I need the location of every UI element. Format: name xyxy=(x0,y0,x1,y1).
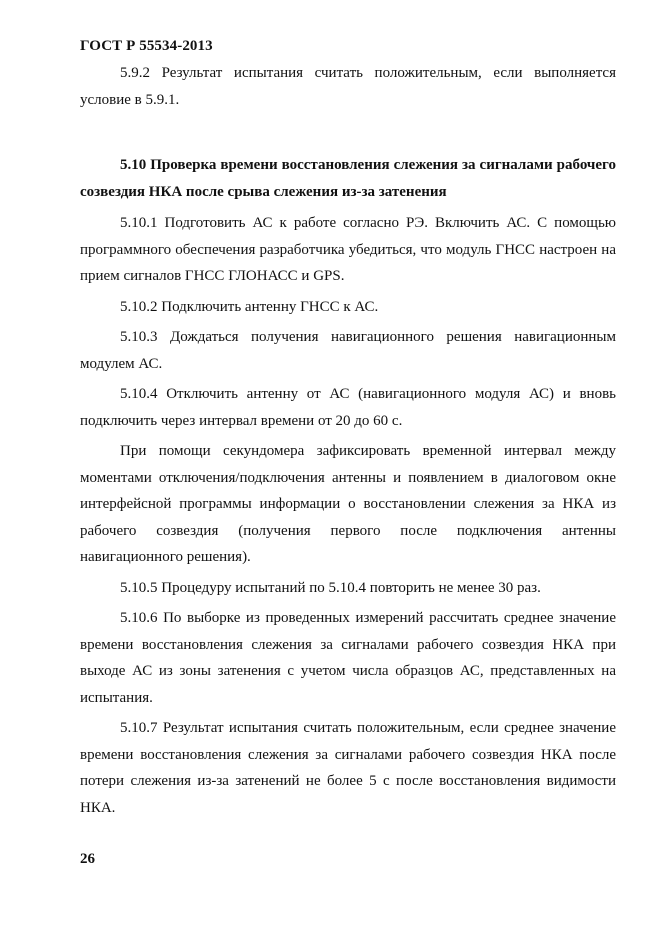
paragraph-stopwatch: При помощи секундомера зафиксировать временной интервал между моментами отключения/подключения антенны и появлением в диалоговом окне интерфейсной программы информации о восстановлении слежения за НКА из рабочего созвездия (получения первого после подключения антенны навигационного решения). xyxy=(80,443,616,565)
paragraph-5-10-5: 5.10.5 Процедуру испытаний по 5.10.4 повторить не менее 30 раз. xyxy=(120,579,541,596)
paragraph-5-10-4: 5.10.4 Отключить антенну от АС (навигационного модуля АС) и вновь подключить через интервал времени от 20 до 60 с. xyxy=(80,386,616,429)
paragraph-5-10-7: 5.10.7 Результат испытания считать положительным, если среднее значение времени восстановления слежения за сигналами рабочего созвездия НКА после потери слежения из-за затенений не более 5 с после восстановления видимости НКА. xyxy=(80,720,616,816)
paragraph-5-10-1: 5.10.1 Подготовить АС к работе согласно РЭ. Включить АС. С помощью программного обеспечения разработчика убедиться, что модуль ГНСС настроен на прием сигналов ГНСС ГЛОНАСС и GPS. xyxy=(80,215,616,284)
paragraph-5-10-2: 5.10.2 Подключить антенну ГНСС к АС. xyxy=(120,298,379,315)
page-number: 26 xyxy=(80,851,95,867)
document-body-top xyxy=(80,60,616,113)
document-body-main xyxy=(80,152,616,821)
section-heading-5-10: 5.10 Проверка времени восстановления слежения за сигналами рабочего созвездия НКА после срыва слежения из-за затенения xyxy=(80,157,616,200)
paragraph-5-9-2: 5.9.2 Результат испытания считать положительным, если выполняется условие в 5.9.1. xyxy=(80,65,616,108)
paragraph-5-10-3: 5.10.3 Дождаться получения навигационного решения навигационным модулем АС. xyxy=(80,329,616,372)
page-header-standard-id: ГОСТ Р 55534-2013 xyxy=(80,38,213,54)
paragraph-5-10-6: 5.10.6 По выборке из проведенных измерений рассчитать среднее значение времени восстановления слежения за сигналами рабочего созвездия НКА при выходе АС из зоны затенения с учетом числа образцов АС, представленных на испытания. xyxy=(80,610,616,706)
